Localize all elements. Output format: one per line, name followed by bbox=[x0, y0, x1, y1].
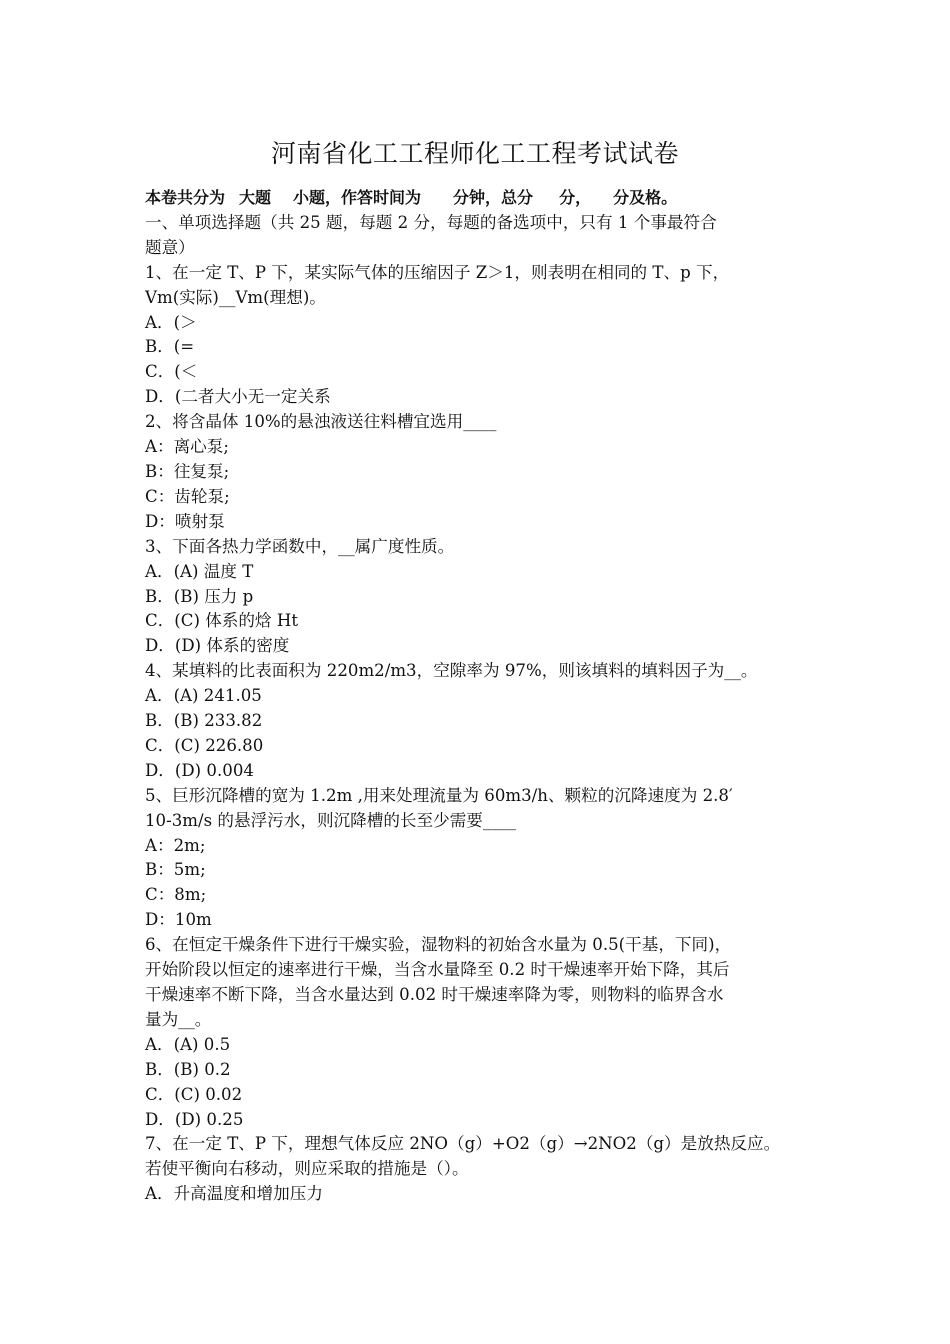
question-text: 若使平衡向右移动，则应采取的措施是（）。 bbox=[145, 1159, 469, 1179]
answer-option: D．(二者大小无一定关系 bbox=[145, 387, 331, 407]
answer-option: A：2m; bbox=[145, 835, 206, 855]
question-text: 10-3m/s 的悬浮污水，则沉降槽的长至少需要____ bbox=[145, 810, 517, 830]
exam-instructions bbox=[145, 186, 808, 211]
answer-option: B．(B) 0.2 bbox=[145, 1059, 231, 1079]
answer-option: D：10m bbox=[145, 910, 212, 930]
question-text: 3、下面各热力学函数中，__属广度性质。 bbox=[145, 536, 455, 556]
answer-option: D．(D) 0.25 bbox=[145, 1109, 244, 1129]
answer-option: C．(＜ bbox=[145, 362, 198, 382]
instructions-part: 分， bbox=[559, 188, 592, 207]
answer-option: A．(A) 241.05 bbox=[145, 686, 262, 706]
question-text: Vm(实际)__Vm(理想)。 bbox=[145, 287, 326, 307]
answer-option: C．(C) 226.80 bbox=[145, 735, 264, 755]
answer-option: A．(＞ bbox=[145, 312, 197, 332]
answer-option: A．(A) 温度 T bbox=[145, 561, 254, 581]
section-heading-cont: 题意） bbox=[145, 237, 195, 257]
document-body bbox=[145, 186, 808, 1207]
question-text: 开始阶段以恒定的速率进行干燥，当含水量降至 0.2 时干燥速率开始下降，其后 bbox=[145, 960, 730, 980]
answer-option: C：齿轮泵; bbox=[145, 486, 230, 506]
question-text: 2、将含晶体 10%的悬浊液送往料槽宜选用____ bbox=[145, 412, 497, 432]
answer-option: C：8m; bbox=[145, 885, 207, 905]
instructions-part: 小题，作答时间为 bbox=[293, 188, 422, 207]
answer-option: D：喷射泵 bbox=[145, 511, 225, 531]
answer-option: D．(D) 体系的密度 bbox=[145, 636, 290, 656]
question-text: 4、某填料的比表面积为 220m2/m3，空隙率为 97%，则该填料的填料因子为__。 bbox=[145, 661, 758, 681]
instructions-part: 本卷共分为 bbox=[145, 188, 226, 207]
answer-option: B．(B) 压力 p bbox=[145, 586, 254, 606]
answer-option: A．(A) 0.5 bbox=[145, 1034, 231, 1054]
answer-option: B．(B) 233.82 bbox=[145, 711, 263, 731]
answer-option: A．升高温度和增加压力 bbox=[145, 1184, 323, 1204]
answer-option: B：5m; bbox=[145, 860, 206, 880]
instructions-part: 分钟，总分 bbox=[453, 188, 534, 207]
answer-option: C．(C) 体系的焓 Ht bbox=[145, 611, 298, 631]
question-text: 6、在恒定干燥条件下进行干燥实验，湿物料的初始含水量为 0.5(干基，下同)， bbox=[145, 935, 732, 955]
section-heading: 一、单项选择题（共 25 题，每题 2 分，每题的备选项中，只有 1 个事最符合 bbox=[145, 212, 717, 232]
question-text: 7、在一定 T、P 下，理想气体反应 2NO（g）+O2（g）→2NO2（g）是放热反应。 bbox=[145, 1134, 781, 1154]
question-text: 5、巨形沉降槽的宽为 1.2m ,用来处理流量为 60m3/h、颗粒的沉降速度为 2.8′ bbox=[145, 785, 733, 805]
document-title: 河南省化工工程师化工工程考试试卷 bbox=[270, 139, 679, 168]
answer-option: D．(D) 0.004 bbox=[145, 760, 254, 780]
answer-option: C．(C) 0.02 bbox=[145, 1084, 243, 1104]
instructions-part: 大题 bbox=[239, 188, 272, 207]
instructions-part: 分及格。 bbox=[613, 188, 678, 207]
answer-option: A：离心泵; bbox=[145, 437, 229, 457]
question-text: 量为__。 bbox=[145, 1009, 212, 1029]
answer-option: B．(= bbox=[145, 337, 195, 357]
question-text: 干燥速率不断下降，当含水量达到 0.02 时干燥速率降为零，则物料的临界含水 bbox=[145, 985, 724, 1004]
answer-option: B：往复泵; bbox=[145, 461, 230, 481]
question-text: 1、在一定 T、P 下，某实际气体的压缩因子 Z＞1，则表明在相同的 T、p 下， bbox=[145, 262, 730, 282]
